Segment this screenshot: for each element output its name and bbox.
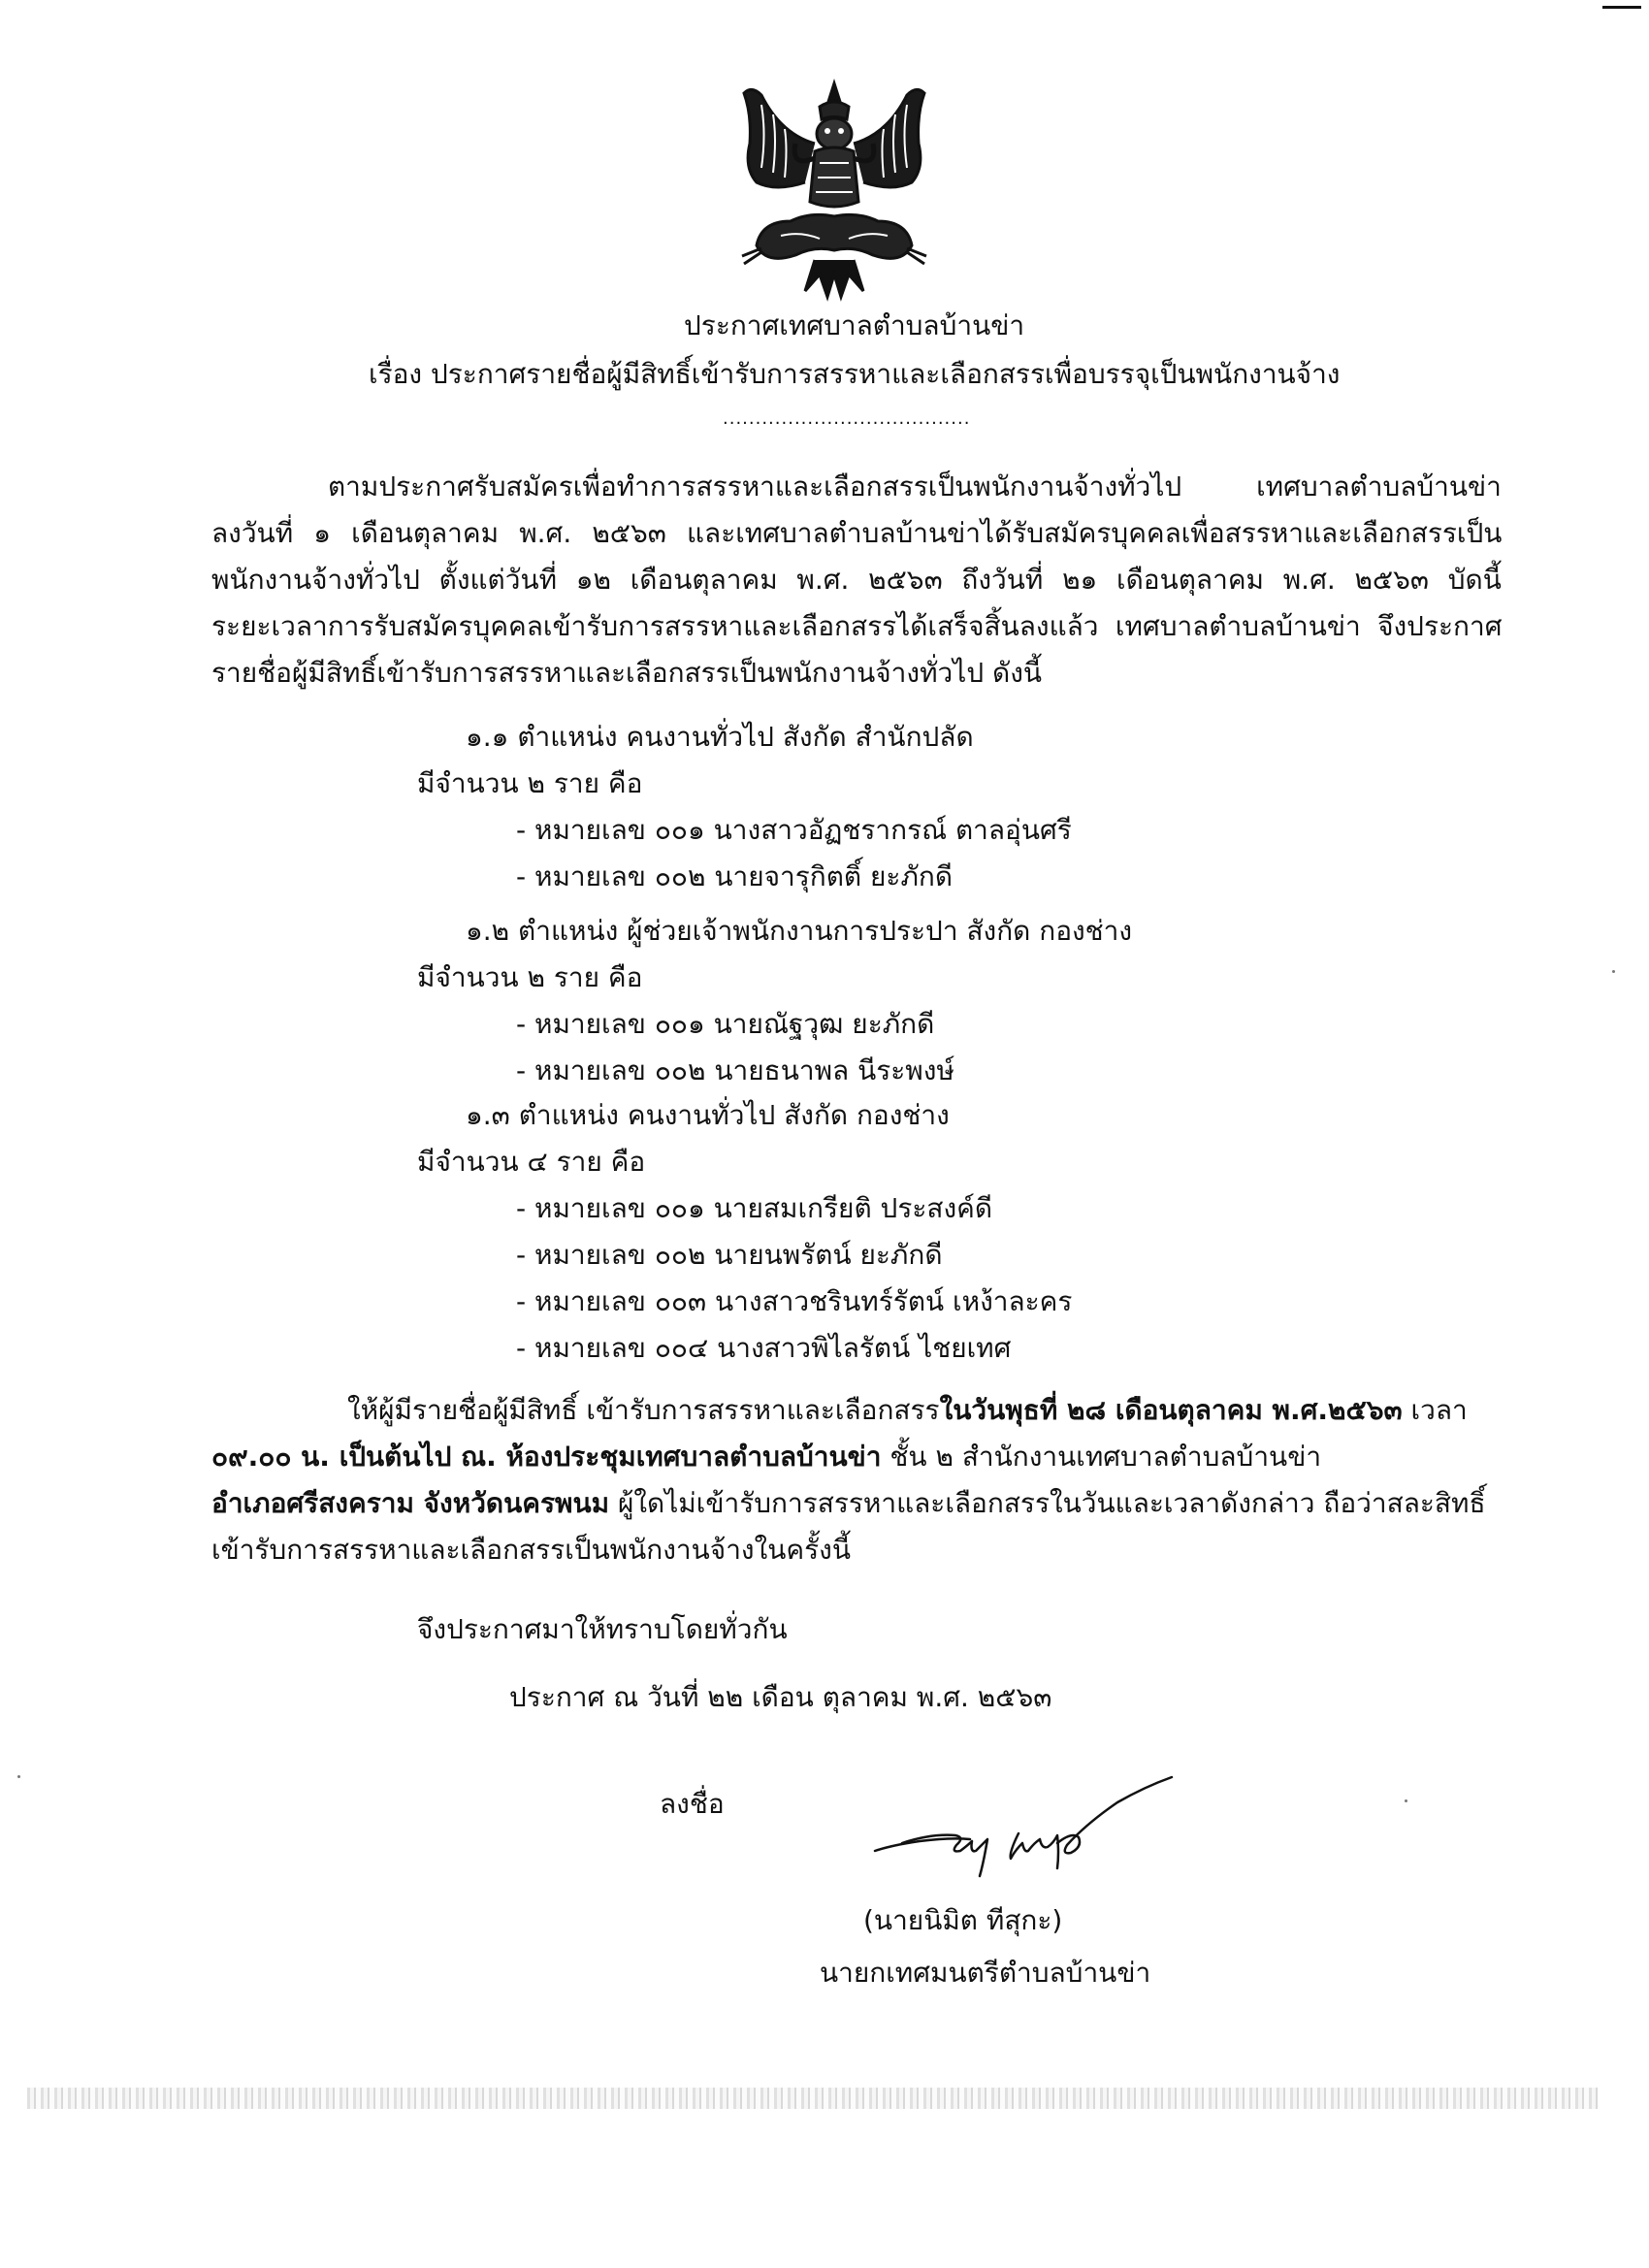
closing-announce: จึงประกาศมาให้ทราบโดยทั่วกัน: [417, 1613, 788, 1645]
position-heading: ๑.๑ ตำแหน่ง คนงานทั่วไป สังกัด สำนักปลัด: [466, 721, 974, 753]
instruction-line-2: [211, 1438, 1321, 1476]
exam-date: ในวันพุธที่ ๒๘ เดือนตุลาคม พ.ศ.๒๕๖๓: [939, 1394, 1403, 1426]
instruction-line-3: [211, 1484, 1486, 1523]
candidate-count: มีจำนวน ๒ ราย คือ: [417, 961, 643, 993]
announcement-date: ประกาศ ณ วันที่ ๒๒ เดือน ตุลาคม พ.ศ. ๒๕๖๓: [509, 1681, 1052, 1713]
instruction-text: ผู้ใดไม่เข้ารับการสรรหาและเลือกสรรในวันและเวลาดังกล่าว ถือว่าสละสิทธิ์: [609, 1487, 1486, 1519]
intro-line-2: ลงวันที่ ๑ เดือนตุลาคม พ.ศ. ๒๕๖๓ และเทศบาลตำบลบ้านข่าได้รับสมัครบุคคลเพื่อสรรหาและเลือกสรรเป็น: [211, 517, 1503, 549]
scan-speck: [1612, 970, 1615, 973]
exam-venue: ๐๙.๐๐ น. เป็นต้นไป ณ. ห้องประชุมเทศบาลตำบลบ้านข่า: [211, 1441, 882, 1473]
position-heading: ๑.๓ ตำแหน่ง คนงานทั่วไป สังกัด กองช่าง: [466, 1099, 950, 1131]
candidate-item: - หมายเลข ๐๐๒ นายนพรัตน์ ยะภักดี: [516, 1239, 943, 1271]
instruction-text: ชั้น ๒ สำนักงานเทศบาลตำบลบ้านข่า: [881, 1441, 1322, 1473]
intro-line-5: รายชื่อผู้มีสิทธิ์เข้ารับการสรรหาและเลือกสรรเป็นพนักงานจ้างทั่วไป ดังนี้: [211, 657, 1043, 689]
signer-title: นายกเทศมนตรีตำบลบ้านข่า: [820, 1957, 1151, 1989]
candidate-item: - หมายเลข ๐๐๔ นางสาวพิไลรัตน์ ไชยเทศ: [516, 1332, 1012, 1364]
candidate-item: - หมายเลข ๐๐๑ นางสาวอัฏชรากรณ์ ตาลอุ่นศรี: [516, 814, 1072, 846]
candidate-item: - หมายเลข ๐๐๑ นายณัฐวุฒ ยะภักดี: [516, 1008, 935, 1040]
signer-name: (นายนิมิต ทีสุกะ): [863, 1904, 1063, 1936]
header-separator: ......................................: [723, 408, 971, 429]
sign-label: ลงชื่อ: [660, 1788, 725, 1820]
candidate-item: - หมายเลข ๐๐๒ นายจารุกิตติ์ ยะภักดี: [516, 860, 954, 892]
instruction-line-4: เข้ารับการสรรหาและเลือกสรรเป็นพนักงานจ้างในครั้งนี้: [211, 1534, 851, 1566]
garuda-emblem-icon: [723, 76, 946, 304]
candidate-item: - หมายเลข ๐๐๑ นายสมเกรียติ ประสงค์ดี: [516, 1192, 993, 1224]
intro-line-4: ระยะเวลาการรับสมัครบุคคลเข้ารับการสรรหาและเลือกสรรได้เสร็จสิ้นลงแล้ว เทศบาลตำบลบ้านข่า จึงประกาศ: [211, 610, 1503, 642]
position-heading: ๑.๒ ตำแหน่ง ผู้ช่วยเจ้าพนักงานการประปา สังกัด กองช่าง: [466, 915, 1133, 947]
intro-line-3: พนักงานจ้างทั่วไป ตั้งแต่วันที่ ๑๒ เดือนตุลาคม พ.ศ. ๒๕๖๓ ถึงวันที่ ๒๑ เดือนตุลาคม พ.ศ. ๒๕๖๓ บัดนี้: [211, 564, 1502, 596]
subject-title: เรื่อง ประกาศรายชื่อผู้มีสิทธิ์เข้ารับการสรรหาและเลือกสรรเพื่อบรรจุเป็นพนักงานจ้าง: [369, 358, 1341, 390]
instruction-line-1: [347, 1391, 1468, 1430]
candidate-count: มีจำนวน ๒ ราย คือ: [417, 767, 643, 799]
instruction-text: เวลา: [1402, 1394, 1468, 1426]
instruction-text: ให้ผู้มีรายชื่อผู้มีสิทธิ์ เข้ารับการสรรหาและเลือกสรร: [347, 1394, 940, 1426]
intro-line-1: ตามประกาศรับสมัครเพื่อทำการสรรหาและเลือกสรรเป็นพนักงานจ้างทั่วไป เทศบาลตำบลบ้านข่า: [328, 470, 1502, 502]
issuer-title: ประกาศเทศบาลตำบลบ้านข่า: [684, 309, 1025, 341]
scan-noise-band: [27, 2088, 1599, 2109]
candidate-item: - หมายเลข ๐๐๓ นางสาวชรินทร์รัตน์ เหง้าละคร: [516, 1285, 1073, 1317]
handwritten-signature: [863, 1775, 1183, 1882]
scan-speck: [17, 1775, 20, 1778]
exam-district: อำเภอศรีสงคราม จังหวัดนครพนม: [211, 1487, 610, 1519]
scan-speck: [1405, 1799, 1407, 1802]
corner-mark: [1602, 6, 1641, 9]
candidate-count: มีจำนวน ๔ ราย คือ: [417, 1146, 646, 1178]
candidate-item: - หมายเลข ๐๐๒ นายธนาพล นีระพงษ์: [516, 1054, 954, 1086]
